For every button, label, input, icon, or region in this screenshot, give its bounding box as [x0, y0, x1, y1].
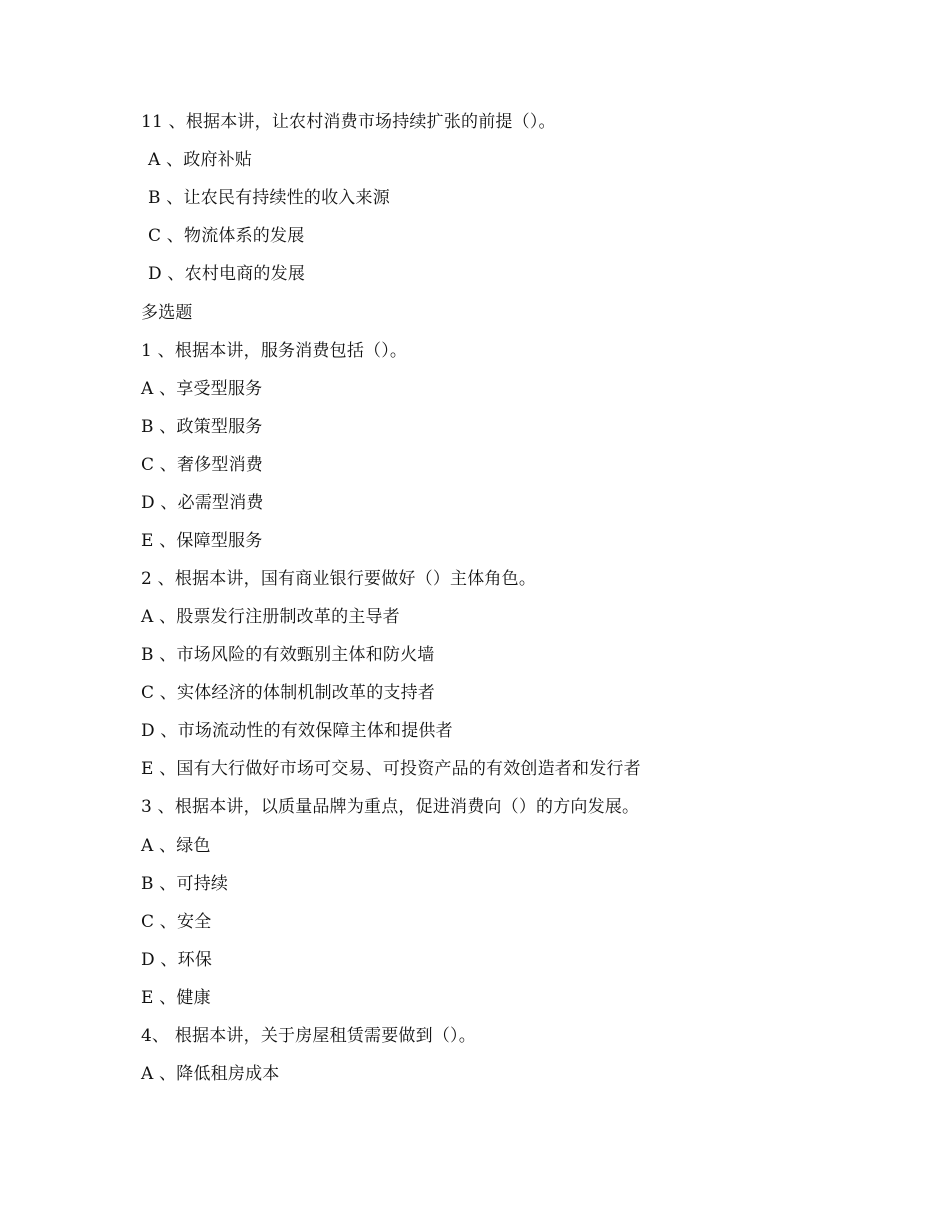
section-heading-multiple-choice: 多选题	[141, 303, 193, 323]
question-3: 3 、根据本讲，以质量品牌为重点，促进消费向（）的方向发展。	[141, 797, 640, 817]
option-d: D 、农村电商的发展	[148, 264, 306, 284]
question-1: 1 、根据本讲，服务消费包括（）。	[141, 341, 408, 361]
option-a: A 、降低租房成本	[141, 1064, 280, 1084]
option-b: B 、可持续	[141, 874, 229, 894]
option-e: E 、国有大行做好市场可交易、可投资产品的有效创造者和发行者	[141, 759, 641, 779]
option-d: D 、必需型消费	[141, 493, 264, 513]
option-b: B 、市场风险的有效甄别主体和防火墙	[141, 645, 435, 665]
question-4: 4、 根据本讲，关于房屋租赁需要做到（）。	[141, 1026, 476, 1046]
option-c: C 、奢侈型消费	[141, 455, 264, 475]
option-a: A 、享受型服务	[141, 379, 263, 399]
option-b: B 、政策型服务	[141, 417, 263, 437]
option-a: A 、股票发行注册制改革的主导者	[141, 607, 400, 627]
option-d: D 、环保	[141, 950, 213, 970]
option-c: C 、物流体系的发展	[148, 226, 305, 246]
option-e: E 、健康	[141, 988, 211, 1008]
option-b: B 、让农民有持续性的收入来源	[148, 188, 390, 208]
option-a: A 、政府补贴	[148, 150, 253, 170]
question-2: 2 、根据本讲，国有商业银行要做好（）主体角色。	[141, 569, 537, 589]
option-c: C 、实体经济的体制机制改革的支持者	[141, 683, 436, 703]
option-d: D 、市场流动性的有效保障主体和提供者	[141, 721, 453, 741]
question-11: 11 、根据本讲，让农村消费市场持续扩张的前提（）。	[141, 112, 556, 132]
option-a: A 、绿色	[141, 836, 211, 856]
option-e: E 、保障型服务	[141, 531, 263, 551]
option-c: C 、安全	[141, 912, 212, 932]
